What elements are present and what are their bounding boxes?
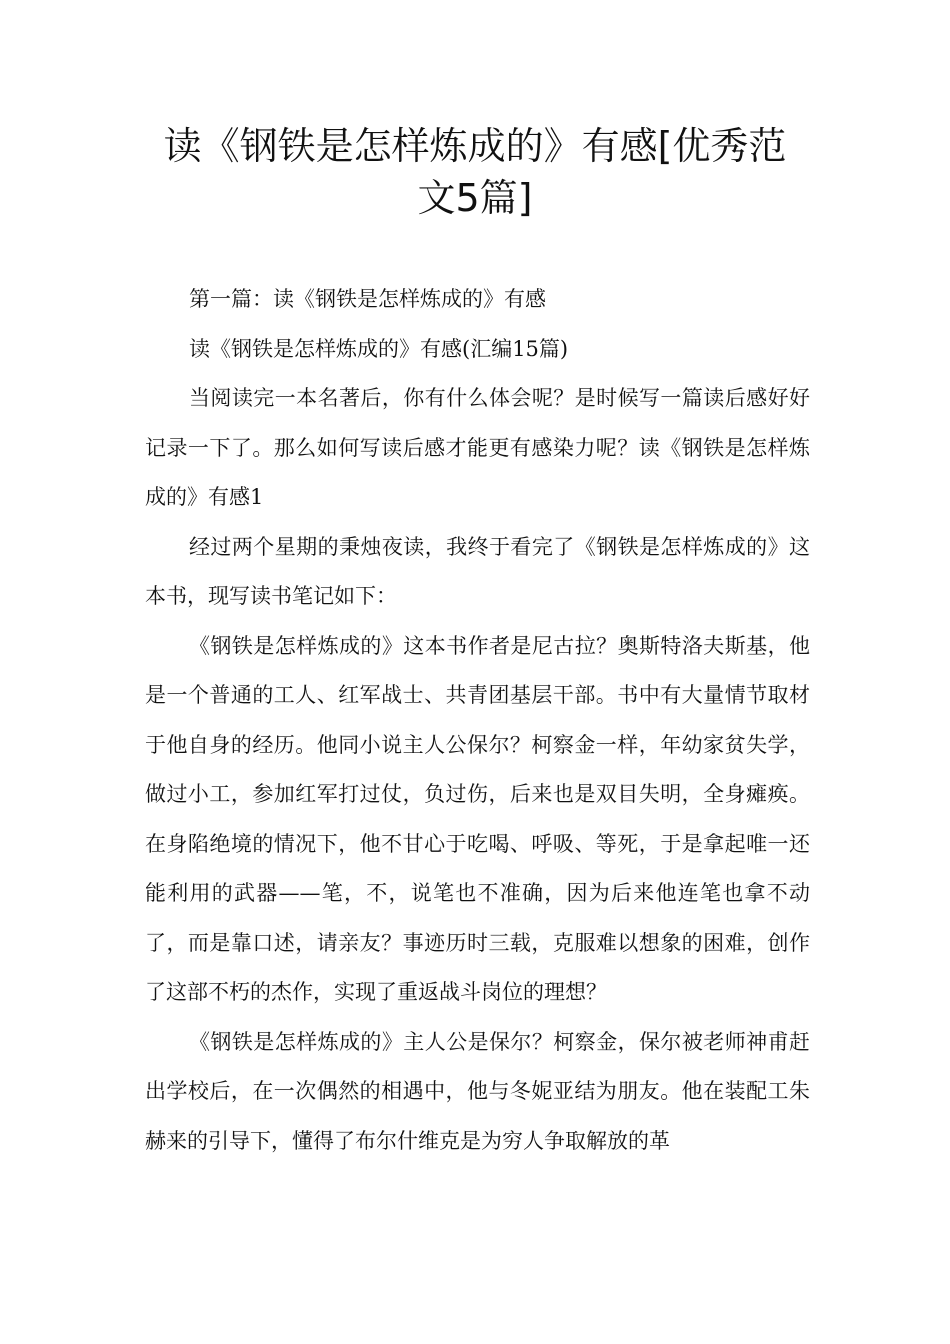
paragraph-intro: 当阅读完一本名著后，你有什么体会呢？是时候写一篇读后感好好记录一下了。那么如何写读后感才能更有感染力呢？读《钢铁是怎样炼成的》有感1 bbox=[145, 386, 810, 509]
paragraph-protagonist: 《钢铁是怎样炼成的》主人公是保尔？柯察金，保尔被老师神甫赶出学校后，在一次偶然的相遇中，他与冬妮亚结为朋友。他在装配工朱赫来的引导下，懂得了布尔什维克是为穷人争取解放的革 bbox=[145, 1029, 810, 1153]
paragraph-reading: 经过两个星期的秉烛夜读，我终于看完了《钢铁是怎样炼成的》这本书，现写读书笔记如下： bbox=[145, 534, 810, 608]
paragraph-subtitle: 读《钢铁是怎样炼成的》有感(汇编15篇) bbox=[189, 336, 569, 361]
document-title: 读《钢铁是怎样炼成的》有感[优秀范文5篇] bbox=[163, 124, 787, 220]
paragraph-section-heading: 第一篇：读《钢铁是怎样炼成的》有感 bbox=[189, 287, 546, 311]
paragraph-author: 《钢铁是怎样炼成的》这本书作者是尼古拉？奥斯特洛夫斯基，他是一个普通的工人、红军战士、共青团基层干部。书中有大量情节取材于他自身的经历。他同小说主人公保尔？柯察金一样，年幼家贫失学，做过小工，参加红军打过仗，负过伤，后来也是双目失明，全身瘫痪。在身陷绝境的情况下，他不甘心于吃喝、呼吸、等死，于是拿起唯一还能利用的武器——笔，不，说笔也不准确，因为后来他连笔也拿不动了，而是靠口述，请亲友？事迹历时三载，克服难以想象的困难，创作了这部不朽的杰作，实现了重返战斗岗位的理想？ bbox=[145, 633, 810, 1004]
document-body bbox=[145, 275, 810, 1166]
